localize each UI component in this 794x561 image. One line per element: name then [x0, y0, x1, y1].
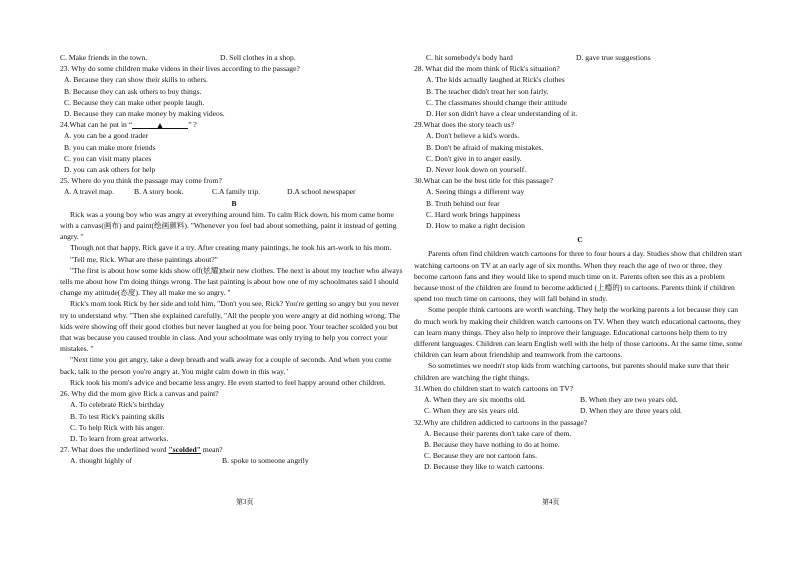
option: B. The teacher didn't treat her son fairly. — [426, 86, 549, 96]
option: B. Because they can ask others to buy things. — [64, 86, 202, 96]
option-row — [414, 52, 746, 63]
option: D. Because they like to watch cartoons. — [424, 462, 545, 472]
passage-paragraph: "The first is about how some kids show off(炫耀)their new clothes. The next is about my teacher who always tells me about how I'm doing things wrong. The last painting is about how one of my schoolmates said I should change my attitude(态度). They all make me so angry. " — [60, 265, 403, 298]
option: B. spoke to someone angrily — [222, 456, 309, 466]
option: A. Because they can show their skills to others. — [64, 75, 208, 85]
option: B. Truth behind our fear — [426, 198, 500, 208]
passage-paragraph: Some people think cartoons are worth watching. They help the working parents a lot because they can do much work by making their children watch cartoons on TV. When they watch educational cartoons, they can learn many things. They also help to improve their language. Educational cartoons help them to try different languages. Children can learn English well with the help of those cartoons. At the same time, some children can learn about friendship and teamwork from the cartoons. — [414, 305, 743, 360]
option: C. hit somebody's body hard — [426, 53, 513, 62]
option: C. Don't give in to anger easily. — [426, 153, 522, 163]
option: B. you can make more friends — [64, 142, 156, 152]
option: D. gave true suggestions — [576, 53, 651, 62]
question-25: 25. Where do you think the passage may come from? — [60, 176, 222, 186]
option: C. To help Rick with his anger. — [70, 422, 165, 432]
passage-paragraph: Rick took his mom's advice and became less angry. He even started to feel happy around other children. — [70, 377, 386, 387]
right-page — [414, 52, 746, 473]
option: C. Make friends in the town. — [60, 53, 148, 62]
passage-paragraph: "Tell me, Rick. What are these paintings about?" — [70, 254, 218, 264]
option: D. To learn from great artworks. — [70, 433, 169, 443]
question-30: 30.What can be the best title for this passage? — [414, 176, 553, 186]
option-row — [60, 52, 408, 63]
option: C. Because they are not cartoon fans. — [424, 451, 538, 461]
question-24: 24.What can he put in “ ” ? — [60, 120, 197, 130]
option: A. The kids actually laughed at Rick's clothes — [426, 75, 565, 85]
passage-paragraph: Parents often find children watch cartoons for three to four hours a day. Studies show that children start watching cartoons on TV at an early age of six months. When they reach the age of two or three, they become cartoon fans and they would like to spend much time on it. Parents often see this as a problem because most of the children are found to become addicted (上瘾的) to cartoons. Parents think if children spend too much time on cartoons, they will fall behind in study. — [414, 249, 743, 304]
option: A. Seeing things a different way — [426, 187, 525, 197]
passage-paragraph: Rick was a young boy who was angry at everything around him. To calm Rick down, his mom came home with a canvas(画布) and paint(绘画颜料). "Whenever you feel bad about something, paint it instead of getting angry. " — [60, 209, 397, 242]
option: A. When they are six months old. — [424, 395, 526, 405]
option: C. Hard work brings happiness — [426, 209, 521, 219]
option: B. A story book. — [134, 187, 184, 197]
page-number: 第3页 — [236, 498, 254, 506]
question-29: 29.What does the story teach us? — [414, 120, 514, 130]
option: A. Because their parents don't take care of them. — [424, 428, 572, 438]
option: D. Her son didn't have a clear understanding of it. — [426, 109, 578, 119]
option: B. Because they have nothing to do at home. — [424, 439, 560, 449]
option: D. you can ask others for help — [64, 165, 156, 175]
option: A. Don't believe a kid's words. — [426, 131, 520, 141]
option: D. Because they can make money by making videos. — [64, 109, 225, 119]
option: D. Sell clothes in a shop. — [220, 53, 296, 62]
passage-paragraph: "Next time you get angry, take a deep breath and walk away for a couple of seconds. And when you come back, talk to the person you're angry at. You might calm down in this way. ' — [60, 355, 392, 376]
question-26: 26. Why did the mom give Rick a canvas and paint? — [60, 389, 219, 399]
option: A. you can be a good trader — [64, 131, 149, 141]
option: C. Because they can make other people laugh. — [64, 97, 205, 107]
option: C. The classmates should change their attitude — [426, 97, 567, 107]
option-row — [60, 455, 408, 466]
question-28: 28. What did the mom think of Rick's situation? — [414, 64, 560, 74]
option: B. When they are two years old. — [580, 395, 678, 405]
option-row — [414, 394, 746, 405]
passage-paragraph: So sometimes we needn't stop kids from watching cartoons, but parents should make sure that their children are watching the right things. — [414, 361, 730, 382]
option: B. Don't be afraid of making mistakes. — [426, 142, 544, 152]
option: D.A school newspaper — [287, 187, 356, 197]
passage-paragraph: Though not that happy, Rick gave it a try. After creating many paintings, he took his art-work to his mom. — [70, 243, 392, 253]
option: D. When they are three years old. — [580, 406, 682, 416]
passage-paragraph: Rick's mom took Rick by her side and told him, "Don't you see, Rick? You're getting so angry but you never try to understand why. "Then she explained carefully, "All the people you were angry at did nothing wrong. The kids were showing off their good clothes but never laughed at you for being poor. Your teacher scolded you but that was because you caused trouble in class. And your schoolmate was only trying to help you correct your mistakes. " — [60, 299, 401, 354]
question-32: 32.Why are children addicted to cartoons in the passage? — [414, 417, 588, 427]
question-27: 27. What does the underlined word "scolded" mean? — [60, 445, 223, 455]
option: B. To test Rick's painting skills — [70, 411, 165, 421]
answer-blank — [132, 120, 188, 129]
option: A. thought highly of — [70, 456, 133, 466]
section-b-heading: B — [231, 198, 237, 208]
page-number: 第4页 — [542, 498, 560, 506]
option: A. A travel map. — [64, 187, 114, 197]
left-page — [60, 52, 408, 467]
triangle-icon — [157, 123, 163, 129]
option-row — [60, 186, 408, 197]
option: C. When they are six years old. — [424, 406, 520, 416]
section-c-heading: C — [577, 235, 583, 245]
option-row — [414, 405, 746, 416]
underlined-word: "scolded" — [168, 445, 201, 455]
option: D. How to make a right decision — [426, 221, 525, 231]
option: A. To celebrate Rick's birthday — [70, 400, 165, 410]
option: C.A family trip. — [212, 187, 261, 197]
question-23: 23. Why do some children make videos in their lives according to the passage? — [60, 64, 300, 74]
option: C. you can visit many places — [64, 153, 152, 163]
option: D. Never look down on yourself. — [426, 165, 527, 175]
question-31: 31.When do children start to watch cartoons on TV? — [414, 383, 574, 393]
